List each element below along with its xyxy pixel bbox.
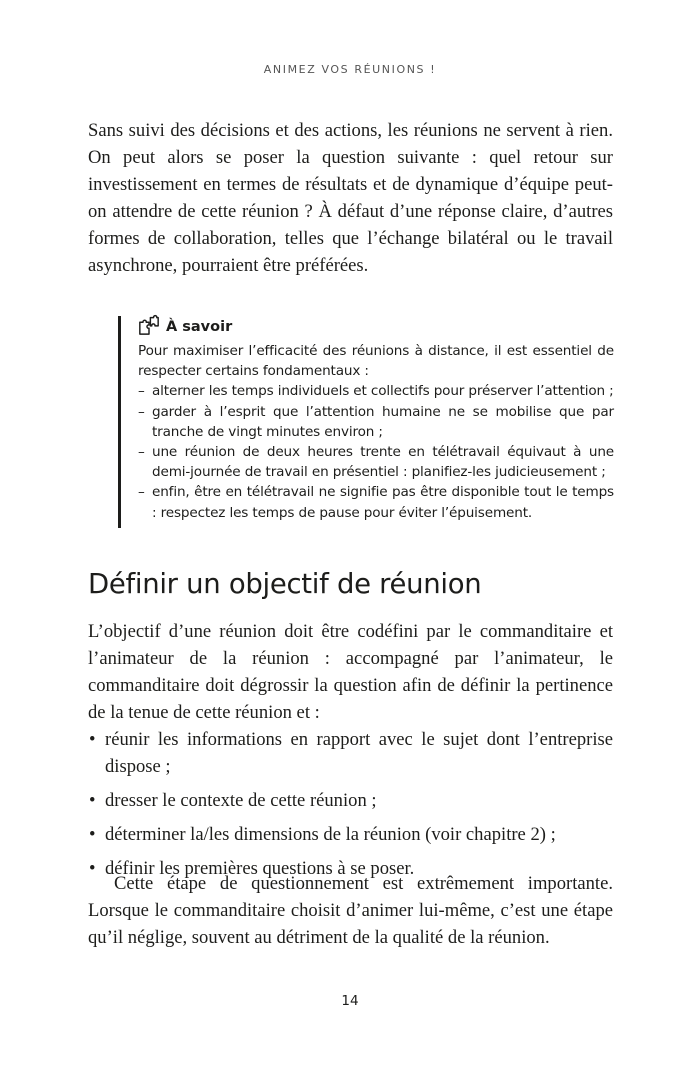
objective-bullet-list (88, 726, 613, 889)
callout-header (138, 316, 614, 338)
bullet-item: • réunir les informations en rapport avec le sujet dont l’entreprise dispose ; (88, 726, 613, 780)
objective-paragraph: L’objectif d’une réunion doit être codéfini par le commanditaire et l’animateur de la réunion : accompagné par l’animateur, le commanditaire doit dégrossir la question afin de définir la pertinence de la tenue de cette réunion et : (88, 621, 613, 723)
puzzle-icon (138, 314, 160, 340)
running-header: ANIMEZ VOS RÉUNIONS ! (263, 63, 437, 76)
callout-list (138, 381, 614, 522)
bullet-item: • dresser le contexte de cette réunion ; (88, 787, 613, 814)
callout-intro: Pour maximiser l’efficacité des réunions à distance, il est essentiel de respecter certains fondamentaux : (138, 343, 614, 380)
callout-list-item: – enfin, être en télétravail ne signifie pas être disponible tout le temps : respectez les temps de pause pour éviter l’épuisement. (138, 482, 614, 522)
callout-list-item: – garder à l’esprit que l’attention humaine ne se mobilise que par tranche de vingt minutes environ ; (138, 402, 614, 442)
info-callout (118, 316, 614, 528)
callout-list-item: – alterner les temps individuels et collectifs pour préserver l’attention ; (138, 381, 614, 401)
page-number: 14 (341, 993, 359, 1009)
callout-list-item: – une réunion de deux heures trente en télétravail équivaut à une demi-journée de travail en présentiel : planifiez-les judicieusement ; (138, 442, 614, 482)
section-heading: Définir un objectif de réunion (88, 568, 482, 600)
intro-paragraph: Sans suivi des décisions et des actions, les réunions ne servent à rien. On peut alors se poser la question suivante : quel retour sur investissement en termes de résultats et de dynamique d’équipe peut-on attendre de cette réunion ? À défaut d’une réponse claire, d’autres formes de collaboration, telles que l’échange bilatéral ou le travail asynchrone, pourraient être préférées. (88, 120, 613, 276)
closing-paragraph: Cette étape de questionnement est extrêmement importante. Lorsque le commanditaire choisit d’animer lui-même, c’est une étape qu’il néglige, souvent au détriment de la qualité de la réunion. (88, 873, 613, 948)
callout-title: À savoir (166, 319, 233, 335)
bullet-item: • déterminer la/les dimensions de la réunion (voir chapitre 2) ; (88, 821, 613, 848)
bullet-item: • définir les premières questions à se poser. (88, 855, 613, 882)
